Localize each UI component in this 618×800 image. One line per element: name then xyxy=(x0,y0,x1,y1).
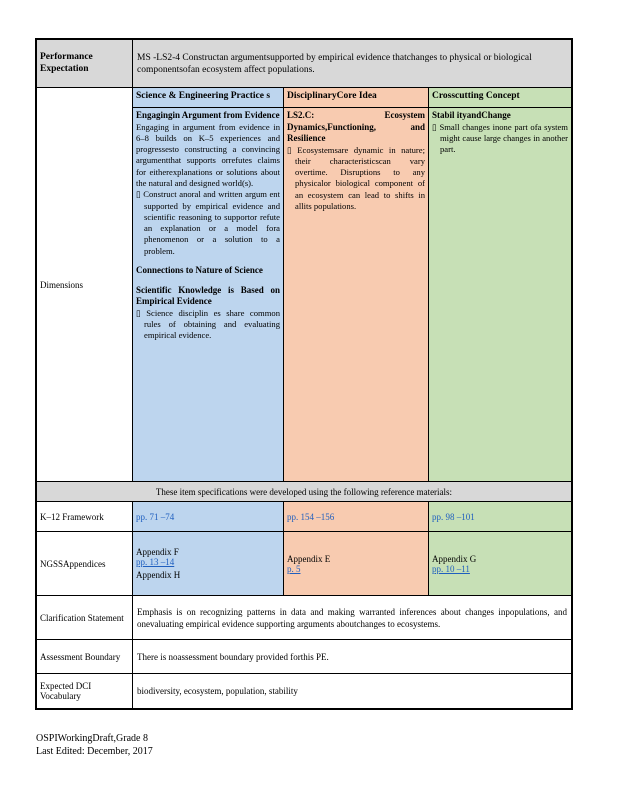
bullet-icon: ▯ xyxy=(136,307,147,318)
appendix-g: Appendix G xyxy=(432,553,477,564)
dci-title: LS2.C: Ecosystem Dynamics,Functioning, and Resilience xyxy=(287,110,425,143)
vocab-text: biodiversity, ecosystem, population, stability xyxy=(137,686,298,696)
dci-header: DisciplinaryCore Idea xyxy=(284,88,428,108)
framework-dci-link[interactable]: pp. 154 –156 xyxy=(287,511,335,522)
framework-ccc-link[interactable]: pp. 98 –101 xyxy=(432,511,475,522)
connections-title: Connections to Nature of Science xyxy=(136,265,263,276)
pe-text: MS -LS2-4 Constructan argumentsupported by empirical evidence thatchanges to physical or biological componentsofan ecosystem affect populations. xyxy=(137,52,532,75)
dci-bullet: ▯ Ecosystemsare dynamic in nature; their characteristicscan vary overtime. Disruptions to any physicalor biological component of an ecosystem can lead to shifts in allits populations. xyxy=(287,144,425,211)
scientific-knowledge-title: Scientific Knowledge is Based on Empirical Evidence xyxy=(136,284,280,307)
vocab-label: Expected DCI Vocabulary xyxy=(37,674,133,708)
sep-header: Science & Engineering Practice s xyxy=(133,88,283,108)
appendix-e-link[interactable]: p. 5 xyxy=(287,563,301,574)
appendix-f: Appendix F xyxy=(136,547,179,557)
appendix-f-link[interactable]: pp. 13 –14 xyxy=(136,557,175,567)
page-footer xyxy=(36,732,153,758)
pe-label: Performance Expectation xyxy=(37,40,133,87)
sep-title: Engagingin Argument from Evidence xyxy=(136,110,280,120)
bullet-icon: ▯ xyxy=(432,121,440,132)
footer-edited: Last Edited: December, 2017 xyxy=(36,746,153,757)
clarification-text: Emphasis is on recognizing patterns in data and making warranted inferences about changes inpopulations, and onevaluating empirical evidence supporting arguments aboutchanges to ecosystems. xyxy=(137,606,567,629)
ccc-column xyxy=(429,88,571,481)
vocab-row xyxy=(37,674,571,708)
appendix-g-link[interactable]: pp. 10 –11 xyxy=(432,563,470,574)
sep-column xyxy=(133,88,284,481)
clarification-row xyxy=(37,596,571,640)
boundary-label: Assessment Boundary xyxy=(37,640,133,673)
ccc-header: Crosscutting Concept xyxy=(429,88,571,108)
spec-note: These item specifications were developed using the following reference materials: xyxy=(155,486,453,497)
framework-label: K–12 Framework xyxy=(37,502,133,531)
boundary-text: There is noassessment boundary provided forthis PE. xyxy=(137,651,329,662)
sep-paragraph: Engaging in argument from evidence in 6–8 builds on K–5 experiences and progressesto constructing a convincing argumentthat supports orrefutes claims for eitherexplanations or solutions about the natural and designed world(s). xyxy=(136,121,280,188)
appendices-label: NGSSAppendices xyxy=(37,532,133,595)
sk-bullet: ▯ Science disciplin es share common rules of obtaining and evaluating empirical evidence. xyxy=(136,307,280,341)
appendix-h: Appendix H xyxy=(136,570,181,580)
pe-row xyxy=(37,40,571,88)
ccc-title: Stabil ityandChange xyxy=(432,110,511,120)
specification-table xyxy=(35,38,573,710)
dci-column xyxy=(284,88,429,481)
footer-draft: OSPIWorkingDraft,Grade 8 xyxy=(36,733,148,744)
bullet-icon: ▯ xyxy=(136,189,144,200)
framework-row xyxy=(37,502,571,532)
sep-bullet: ▯ Construct anoral and written argum ent supported by empirical evidence and scientific reasoning to supportor refute an explanation or a model fora phenomenon or a solution to a problem. xyxy=(136,189,280,256)
boundary-row xyxy=(37,640,571,674)
bullet-icon: ▯ xyxy=(287,144,298,155)
appendix-e: Appendix E xyxy=(287,553,331,564)
dimensions-row xyxy=(37,88,571,482)
framework-sep-link[interactable]: pp. 71 –74 xyxy=(136,511,175,522)
spec-note-row xyxy=(37,482,571,502)
dimensions-label: Dimensions xyxy=(37,88,133,481)
appendices-row xyxy=(37,532,571,596)
ccc-bullet: ▯ Small changes inone part ofa system might cause large changes in another part. xyxy=(432,121,568,155)
clarification-label: Clarification Statement xyxy=(37,596,133,639)
